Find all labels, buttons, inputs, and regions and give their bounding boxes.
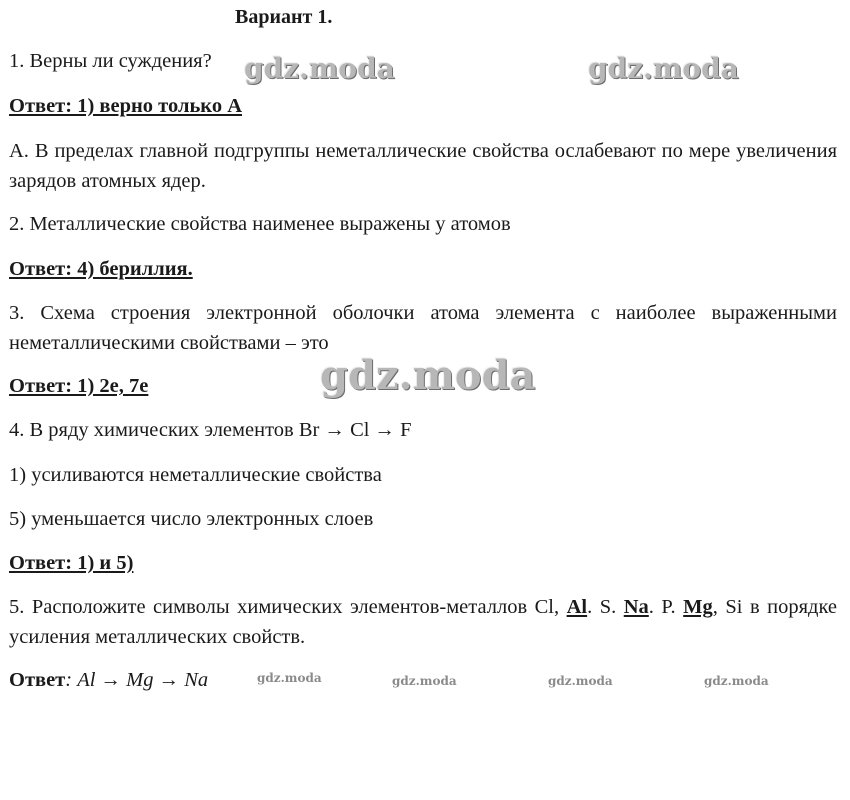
watermark-5: gdz.moda [392, 674, 457, 688]
question-5-sep-1: . S. [587, 596, 624, 618]
answer-3: Ответ: 1) 2е, 7е [9, 375, 149, 397]
element-na: Na [623, 596, 649, 618]
watermark-7: gdz.moda [704, 674, 769, 688]
question-1: 1. Верны ли суждения? [9, 50, 212, 72]
answer-5-value: : Al → Mg → Na [65, 669, 209, 691]
watermark-6: gdz.moda [548, 674, 613, 688]
answer-4: Ответ: 1) и 5) [9, 552, 134, 574]
watermark-4: gdz.moda [257, 671, 322, 685]
question-4-option-1: 1) усиливаются неметаллические свойства [9, 464, 382, 486]
answer-5 [9, 666, 208, 694]
watermark-3: gdz.moda [320, 352, 536, 399]
element-mg: Mg [683, 596, 713, 618]
question-2: 2. Металлические свойства наименее выражены у атомов [9, 213, 511, 235]
page-title: Вариант 1. [235, 6, 333, 28]
question-3: 3. Схема строения электронной оболочки атома элемента с наиболее выраженными неметаллическими свойствами – это [9, 302, 837, 354]
statement-a: А. В пределах главной подгруппы неметаллические свойства ослабевают по мере увеличения зарядов атомных ядер. [9, 140, 837, 192]
question-5-prefix: 5. Расположите символы химических элементов-металлов Cl, [9, 596, 567, 618]
question-5-sep-2: . P. [648, 596, 684, 618]
question-4-option-5: 5) уменьшается число электронных слоев [9, 508, 374, 530]
question-5 [9, 592, 837, 652]
question-5-suffix: , Si в порядке усиления металлических свойств. [9, 596, 837, 648]
answer-2: Ответ: 4) бериллия. [9, 258, 193, 280]
watermark-2: gdz.moda [588, 52, 739, 85]
question-4: 4. В ряду химических элементов Br → Cl → F [9, 419, 412, 441]
watermark-1: gdz.moda [244, 52, 395, 85]
answer-5-label: Ответ [9, 669, 66, 691]
element-al: Al [566, 596, 588, 618]
answer-1: Ответ: 1) верно только А [9, 95, 243, 117]
